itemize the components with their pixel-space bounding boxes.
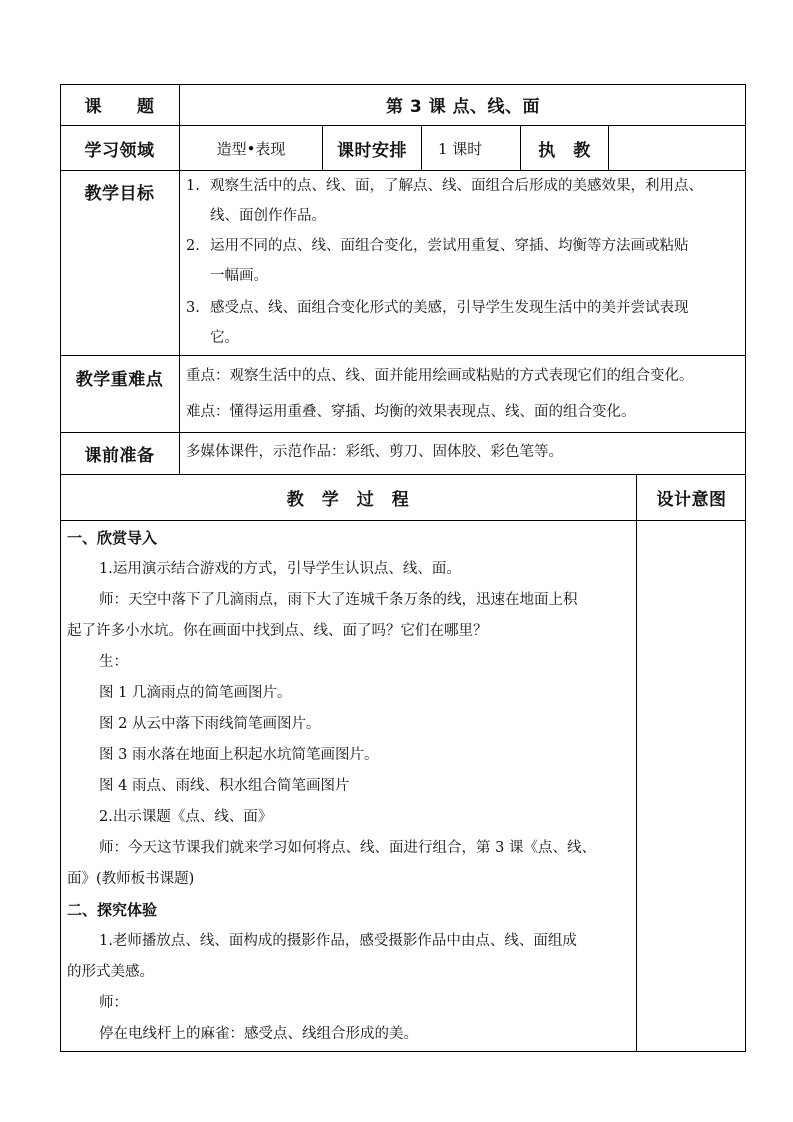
process-line: 1.运用演示结合游戏的方式，引导学生认识点、线、面。 [99,561,461,577]
process-line: 面》(教师板书课题) [67,871,195,887]
process-line: 2.出示课题《点、线、面》 [99,809,273,825]
keypoint-main: 重点：观察生活中的点、线、面并能用绘画或粘贴的方式表现它们的组合变化。 [186,368,694,384]
process-line: 起了许多小水坑。你在画面中找到点、线、面了吗？它们在哪里？ [67,623,488,639]
keypoints-label: 教学重难点 [75,369,164,390]
topic-label: 课 题 [84,97,155,117]
row-divider [60,520,746,521]
process-line: 师：今天这节课我们就来学习如何将点、线、面进行组合，第 3 课《点、线、 [99,840,596,856]
objective-number: 2. [186,238,200,254]
objective-number: 1. [186,178,200,194]
process-line: 的形式美感。 [67,964,154,980]
schedule-label: 课时安排 [337,140,407,161]
process-header: 教 学 过 程 [286,490,410,510]
objective-line: 运用不同的点、线、面组合变化，尝试用重复、穿插、均衡等方法画或粘贴 [210,238,689,254]
objective-number: 3. [186,300,200,316]
objective-line: 线、面创作作品。 [210,208,326,224]
process-line: 图 1 几滴雨点的简笔画图片。 [99,685,292,701]
process-line: 师：天空中落下了几滴雨点，雨下大了连城千条万条的线，迅速在地面上积 [99,592,578,608]
schedule-value: 1 课时 [438,139,483,158]
process-line: 停在电线杆上的麻雀：感受点、线组合形成的美。 [99,1026,418,1042]
field-value: 造型•表现 [216,139,286,158]
section-heading: 一、欣赏导入 [67,529,158,547]
process-line: 1.老师播放点、线、面构成的摄影作品，感受摄影作品中由点、线、面组成 [99,933,577,949]
process-line: 图 4 雨点、雨线、积水组合简笔画图片 [99,778,350,794]
design-intent-header: 设计意图 [656,490,727,510]
section-heading: 二、探究体验 [67,901,158,919]
prep-label: 课前准备 [84,446,155,466]
field-label: 学习领域 [84,140,155,161]
process-line: 师： [99,995,128,1011]
objective-line: 感受点、线、面组合变化形式的美感，引导学生发现生活中的美并尝试表现 [210,300,689,316]
teacher-label: 执 教 [538,140,591,161]
objective-line: 一幅画。 [210,268,268,284]
prep-value: 多媒体课件，示范作品：彩纸、剪刀、固体胶、彩色笔等。 [186,444,563,460]
process-line: 图 2 从云中落下雨线简笔画图片。 [99,716,321,732]
column-divider [636,474,637,1052]
keypoint-difficult: 难点：懂得运用重叠、穿插、均衡的效果表现点、线、面的组合变化。 [186,404,636,420]
process-line: 图 3 雨水落在地面上积起水坑简笔画图片。 [99,747,379,763]
teacher-value [609,126,746,170]
objective-line: 它。 [210,330,239,346]
objectives-label: 教学目标 [84,183,155,204]
objective-line: 观察生活中的点、线、面，了解点、线、面组合后形成的美感效果，利用点、 [210,178,703,194]
process-line: 生： [99,654,128,670]
lesson-title: 第 3 课 点、线、面 [385,97,541,117]
